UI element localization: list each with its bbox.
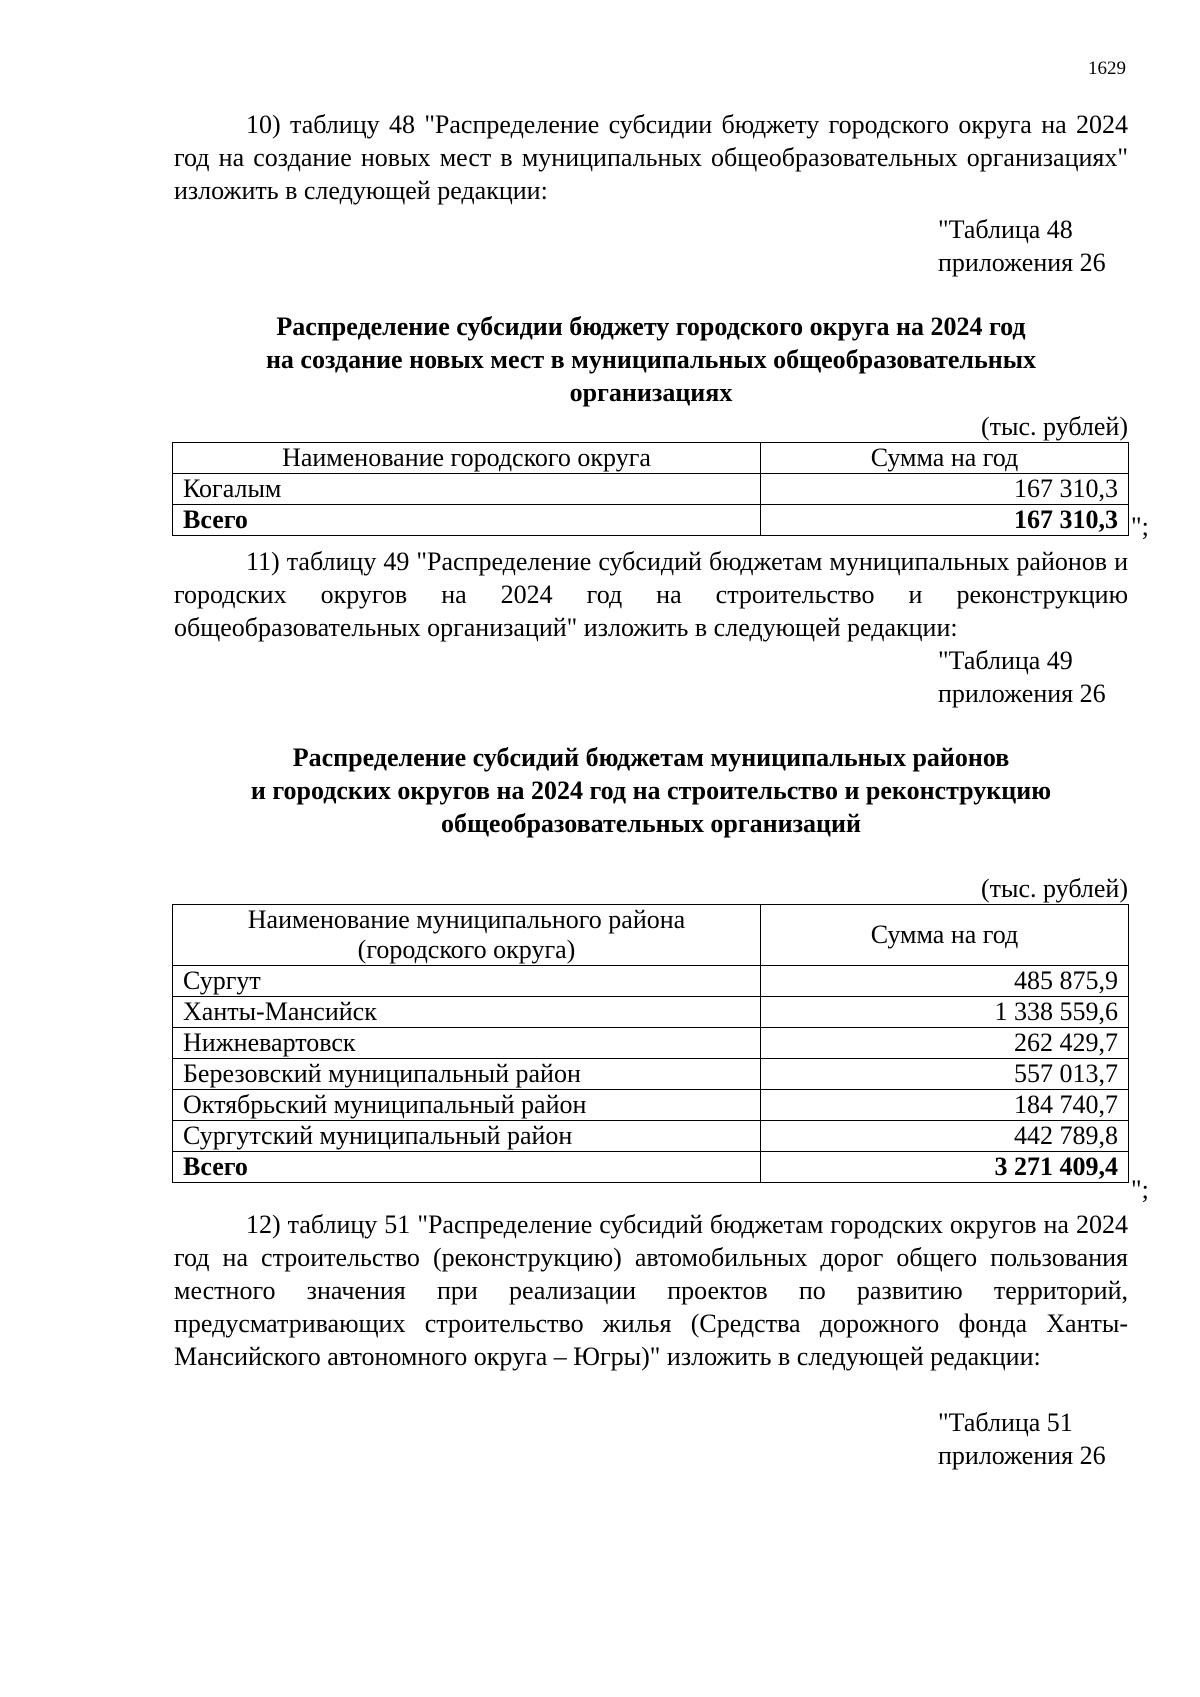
row-name: Ханты-Мансийск (173, 997, 761, 1028)
total-amount: 167 310,3 (761, 505, 1129, 536)
table-48-end-mark: "; (1131, 512, 1149, 541)
item-11-paragraph: 11) таблицу 49 "Распределение субсидий бюджетам муниципальных районов и городских округов на 2024 год на строительство и реконструкцию общеобразовательных организаций" изложить в следующей редакции: (174, 547, 1128, 642)
table-49-title-line1: Распределение субсидий бюджетам муниципальных районов (292, 743, 1010, 772)
header-name-line1: Наименование муниципального района (247, 905, 686, 934)
row-name: Октябрьский муниципальный район (173, 1090, 761, 1121)
table-49-title-line2: и городских округов на 2024 год на строительство и реконструкцию (250, 776, 1052, 805)
total-label: Всего (173, 505, 761, 536)
row-amount: 1 338 559,6 (761, 997, 1129, 1028)
table-49-header-amount: Сумма на год (761, 905, 1129, 966)
row-name: Когалым (173, 474, 761, 505)
table-49-total-row (173, 1152, 1129, 1183)
row-name: Сургут (173, 966, 761, 997)
table-51-caption-line2: приложения 26 (938, 1441, 1106, 1470)
table-49-header-row (173, 905, 1129, 966)
table-row (173, 1121, 1129, 1152)
table-51-caption-line1: "Таблица 51 (938, 1408, 1073, 1437)
table-row (173, 997, 1129, 1028)
table-48-title-line3: организациях (569, 378, 733, 407)
row-name: Березовский муниципальный район (173, 1059, 761, 1090)
table-48-caption-line2: приложения 26 (938, 248, 1106, 277)
table-49-caption-line2: приложения 26 (938, 679, 1106, 708)
table-row (173, 966, 1129, 997)
table-row (173, 1090, 1129, 1121)
table-row (173, 474, 1129, 505)
row-amount: 167 310,3 (761, 474, 1129, 505)
table-49-header-name (173, 905, 761, 966)
table-49-end-mark: "; (1131, 1175, 1149, 1204)
table-49-units: (тыс. рублей) (980, 874, 1128, 903)
header-name-line2: (городского округа) (357, 935, 576, 964)
table-48-title-line1: Распределение субсидии бюджету городского округа на 2024 год (276, 312, 1026, 341)
table-48-caption-line1: "Таблица 48 (938, 215, 1073, 244)
table-row (173, 1028, 1129, 1059)
table-48-header-row (173, 443, 1129, 474)
table-48-title-line2: на создание новых мест в муниципальных общеобразовательных (265, 345, 1037, 374)
total-amount: 3 271 409,4 (761, 1152, 1129, 1183)
row-amount: 262 429,7 (761, 1028, 1129, 1059)
row-amount: 485 875,9 (761, 966, 1129, 997)
total-label: Всего (173, 1152, 761, 1183)
row-amount: 442 789,8 (761, 1121, 1129, 1152)
item-10-paragraph: 10) таблицу 48 "Распределение субсидии бюджету городского округа на 2024 год на создание новых мест в муниципальных общеобразовательных организациях" изложить в следующей редакции: (174, 110, 1128, 205)
row-amount: 557 013,7 (761, 1059, 1129, 1090)
table-49-caption-line1: "Таблица 49 (938, 646, 1073, 675)
table-row (173, 1059, 1129, 1090)
page-number: 1629 (1088, 58, 1126, 79)
table-48 (172, 442, 1129, 536)
row-name: Нижневартовск (173, 1028, 761, 1059)
table-49 (172, 904, 1129, 1183)
table-48-units: (тыс. рублей) (980, 412, 1128, 441)
table-48-total-row (173, 505, 1129, 536)
row-amount: 184 740,7 (761, 1090, 1129, 1121)
table-49-title-line3: общеобразовательных организаций (440, 809, 861, 838)
row-name: Сургутский муниципальный район (173, 1121, 761, 1152)
item-12-paragraph: 12) таблицу 51 "Распределение субсидий бюджетам городских округов на 2024 год на строительство (реконструкцию) автомобильных дорог общего пользования местного значения при реализации проектов по развитию территорий, предусматривающих строительство жилья (Средства дорожного фонда Ханты-Мансийского автономного округа – Югры)" изложить в следующей редакции: (174, 1210, 1128, 1371)
table-48-header-amount: Сумма на год (761, 443, 1129, 474)
table-48-header-name: Наименование городского округа (173, 443, 761, 474)
